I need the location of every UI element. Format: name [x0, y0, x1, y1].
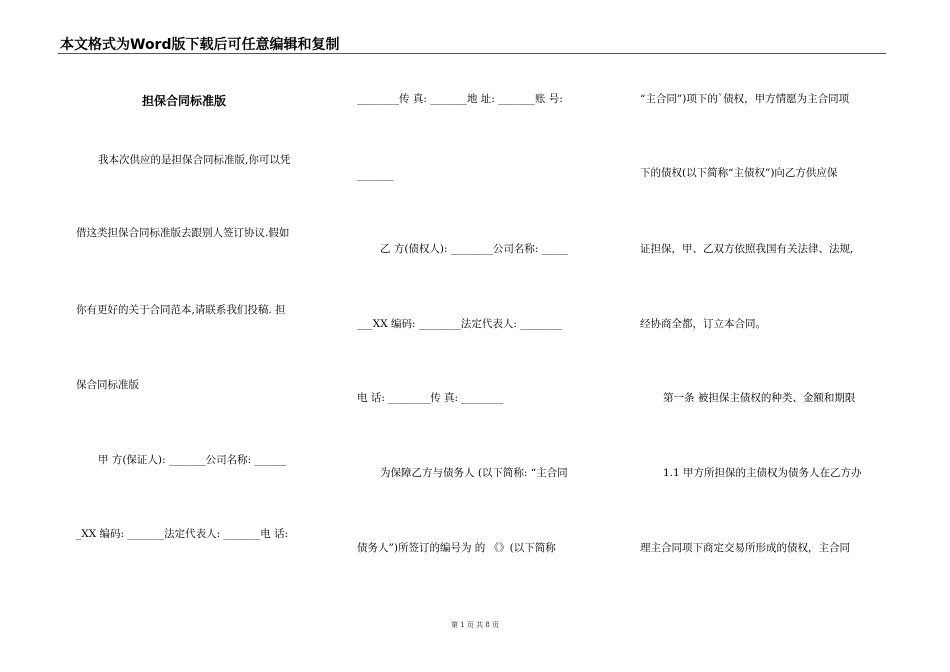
col2-line: 乙 方(债权人): ________公司名称: _____	[380, 243, 569, 255]
col3-line: 下的债权(以下简称“主债权”)向乙方供应保	[640, 167, 838, 179]
col2-line: _______	[357, 169, 394, 181]
col2-line: 债务人”)所签订的编号为 的 《》(以下简称	[357, 542, 556, 554]
col3-line: 经协商全都，订立本合同。	[640, 318, 766, 330]
col1-line: 甲 方(保证人): _______公司名称: ______	[98, 454, 287, 466]
col2-line: 为保障乙方与债务人 (以下简称: “主合同	[380, 467, 568, 479]
col1-line: 你有更好的关于合同范本,请联系我们投稿. 担	[76, 304, 286, 316]
document-title: 担保合同标准版	[142, 94, 227, 108]
col3-line: 第一条 被担保主债权的种类、金额和期限	[663, 392, 856, 404]
col1-line: 保合同标准版	[76, 379, 139, 391]
col1-line: 借这类担保合同标准版去跟别人签订协议.假如	[76, 227, 290, 239]
col2-line: ___XX 编码: ________法定代表人: ________	[357, 318, 563, 330]
page-number: 第 1 页 共 8 页	[450, 621, 500, 629]
header-divider	[58, 53, 886, 54]
page-header: 本文格式为Word版下载后可任意编辑和复制	[60, 37, 340, 53]
col3-line: 证担保，甲、乙双方依照我国有关法律、法规,	[640, 243, 854, 255]
col2-line: 电 话: ________传 真: ________	[357, 392, 504, 404]
col3-line: “主合同”)项下的`债权，甲方情愿为主合同项	[640, 93, 850, 105]
col2-line: ________传 真: _______地 址: _______账 号:	[357, 93, 563, 105]
col3-line: 1.1 甲方所担保的主债权为债务人在乙方办	[663, 467, 862, 479]
col3-line: 理主合同项下商定交易所形成的债权，主合同	[640, 542, 850, 554]
col1-line: _XX 编码: _______法定代表人: _______电 话:	[76, 528, 289, 540]
col1-line: 我本次供应的是担保合同标准版,你可以凭	[98, 154, 291, 166]
